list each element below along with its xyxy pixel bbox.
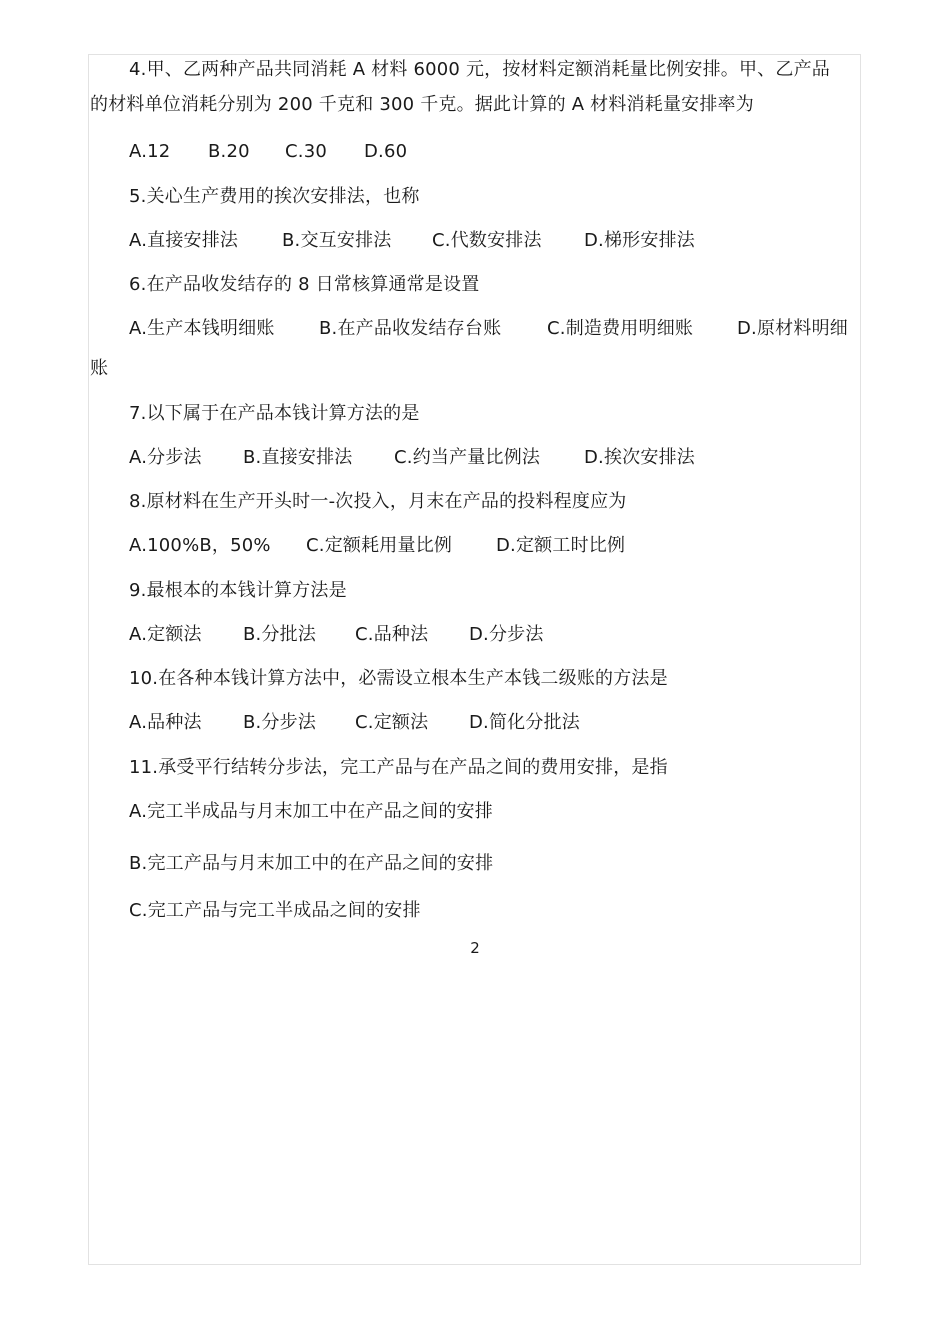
option-d: D.挨次安排法 bbox=[584, 447, 695, 468]
question-7-options bbox=[129, 446, 695, 470]
option-c: C.定额耗用量比例 bbox=[306, 535, 453, 556]
option-ab: A.100%B，50% bbox=[129, 535, 271, 556]
option-c: C.约当产量比例法 bbox=[394, 447, 541, 468]
option-a: A.定额法 bbox=[129, 624, 202, 645]
question-9-stem: 9.最根本的本钱计算方法是 bbox=[129, 580, 347, 601]
option-a: A.生产本钱明细账 bbox=[129, 318, 275, 339]
option-d: D.原材料明细 bbox=[737, 318, 848, 339]
option-c: C.定额法 bbox=[355, 712, 429, 733]
question-4-stem-line1: 4.甲、乙两种产品共同消耗 A 材料 6000 元，按材料定额消耗量比例安排。甲、乙产品 bbox=[129, 59, 830, 80]
option-b: B.20 bbox=[208, 141, 250, 162]
option-a: A.直接安排法 bbox=[129, 230, 239, 251]
option-d: D.定额工时比例 bbox=[496, 535, 626, 556]
option-a: A.12 bbox=[129, 141, 171, 162]
option-b: B.直接安排法 bbox=[243, 447, 353, 468]
question-11-option-c: C.完工产品与完工半成品之间的安排 bbox=[129, 900, 421, 921]
option-d: D.梯形安排法 bbox=[584, 230, 695, 251]
question-11-option-a: A.完工半成品与月末加工中在产品之间的安排 bbox=[129, 801, 493, 822]
option-b: B.分步法 bbox=[243, 712, 317, 733]
question-9-options bbox=[129, 623, 544, 647]
question-6-option-wrap: 账 bbox=[90, 358, 109, 379]
option-c: C.30 bbox=[285, 141, 327, 162]
option-d: D.简化分批法 bbox=[469, 712, 580, 733]
option-b: B.交互安排法 bbox=[282, 230, 392, 251]
option-c: C.品种法 bbox=[355, 624, 429, 645]
option-b: B.分批法 bbox=[243, 624, 317, 645]
option-a: A.分步法 bbox=[129, 447, 202, 468]
question-6-options bbox=[129, 317, 848, 341]
option-d: D.分步法 bbox=[469, 624, 544, 645]
question-8-stem: 8.原材料在生产开头时一-次投入，月末在产品的投料程度应为 bbox=[129, 491, 627, 512]
question-10-options bbox=[129, 711, 580, 735]
question-8-options bbox=[129, 534, 625, 558]
question-5-options bbox=[129, 229, 695, 253]
option-a: A.品种法 bbox=[129, 712, 202, 733]
question-5-stem: 5.关心生产费用的挨次安排法，也称 bbox=[129, 186, 420, 207]
question-10-stem: 10.在各种本钱计算方法中，必需设立根本生产本钱二级账的方法是 bbox=[129, 668, 668, 689]
question-11-stem: 11.承受平行结转分步法，完工产品与在产品之间的费用安排，是指 bbox=[129, 757, 668, 778]
page-number: 2 bbox=[470, 939, 480, 957]
option-c: C.代数安排法 bbox=[432, 230, 542, 251]
option-d: D.60 bbox=[364, 141, 408, 162]
question-7-stem: 7.以下属于在产品本钱计算方法的是 bbox=[129, 403, 420, 424]
question-4-options bbox=[129, 140, 407, 164]
option-b: B.在产品收发结存台账 bbox=[319, 318, 502, 339]
question-4-stem-line2: 的材料单位消耗分别为 200 千克和 300 千克。据此计算的 A 材料消耗量安排率为 bbox=[90, 94, 754, 115]
question-11-option-b: B.完工产品与月末加工中的在产品之间的安排 bbox=[129, 853, 494, 874]
option-c: C.制造费用明细账 bbox=[547, 318, 694, 339]
question-6-stem: 6.在产品收发结存的 8 日常核算通常是设置 bbox=[129, 274, 480, 295]
